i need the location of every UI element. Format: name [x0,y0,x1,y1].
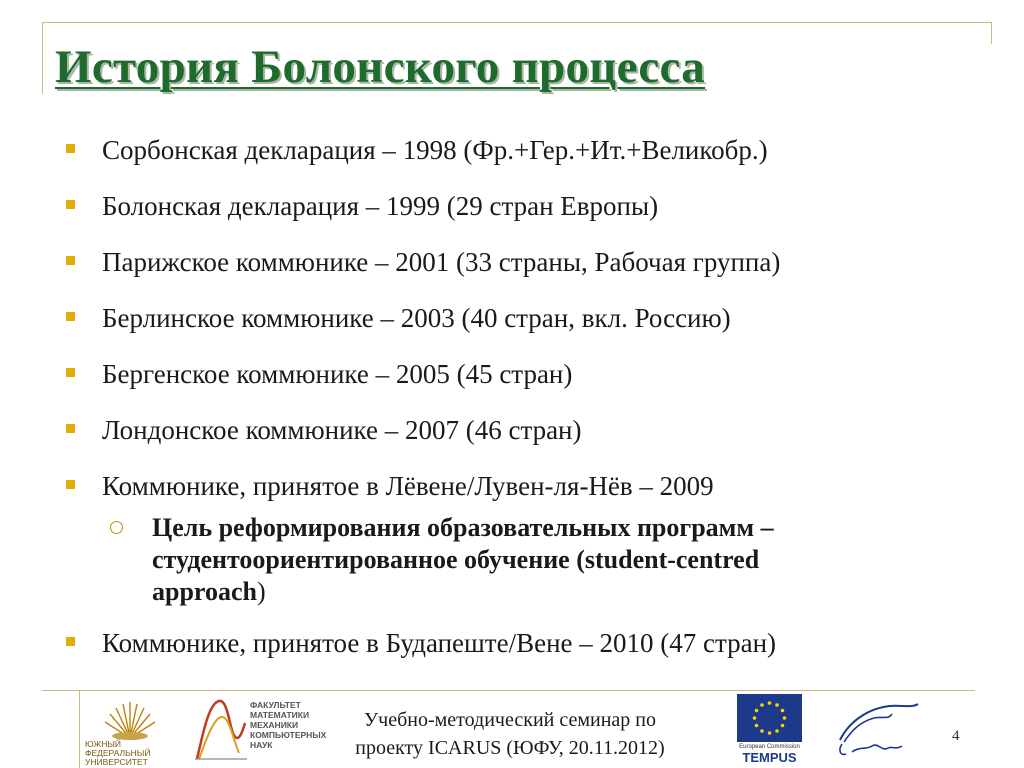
sfu-line-3: УНИВЕРСИТЕТ [85,757,148,767]
icarus-logo [830,700,925,765]
eu-commission-label: European Commission [739,744,800,750]
bullet-text: Коммюнике, принятое в Лёвене/Лувен-ля-Нёв – 2009 [102,471,714,501]
eu-flag-icon [737,694,802,742]
footer-line-2: проекту ICARUS (ЮФУ, 20.11.2012) [355,737,665,759]
frame-left-line [42,22,43,94]
page-number: 4 [952,728,960,744]
sfu-logo-text [85,740,185,767]
faculty-line-2: МАТЕМАТИКИ [250,710,310,720]
footer-line-1: Учебно-методический семинар по [363,709,657,731]
sub-bullet-closing-paren: ) [257,577,266,606]
footer-vertical-divider [79,690,80,768]
faculty-line-4: КОМПЬЮТЕРНЫХ [250,730,327,740]
bullet-text: Лондонское коммюнике – 2007 (46 стран) [102,415,582,445]
bullet-item [62,301,982,335]
frame-top-line [42,22,992,23]
faculty-line-5: НАУК [250,740,273,750]
bullet-item [62,189,982,223]
square-bullet-icon [66,200,75,209]
square-bullet-icon [66,144,75,153]
bullet-list [62,133,982,682]
sfu-line-2: ФЕДЕРАЛЬНЫЙ [85,748,151,758]
square-bullet-icon [66,424,75,433]
square-bullet-icon [66,368,75,377]
bullet-text: Берлинское коммюнике – 2003 (40 стран, вкл. Россию) [102,303,731,333]
bullet-text: Бергенское коммюнике – 2005 (45 стран) [102,359,573,389]
square-bullet-icon [66,312,75,321]
icarus-signature-icon [830,700,925,760]
bullet-item [62,133,982,167]
circle-bullet-icon [110,521,123,534]
sfu-logo [85,700,175,740]
sub-bullet-line-3-text: approach [152,577,257,606]
bullet-item [62,413,982,447]
eu-tempus-caption [737,744,802,765]
faculty-line-3: МЕХАНИКИ [250,720,299,730]
sub-bullet-line-3 [152,576,982,608]
footer-caption [330,706,690,762]
faculty-line-1: ФАКУЛЬТЕТ [250,700,301,710]
slide-title: История Болонского процесса [55,41,706,93]
sfu-line-1: ЮЖНЫЙ [85,739,122,749]
square-bullet-icon [66,480,75,489]
faculty-curve-icon [193,693,248,763]
bullet-item [62,469,982,503]
square-bullet-icon [66,256,75,265]
bullet-text: Парижское коммюнике – 2001 (33 страны, Рабочая группа) [102,247,781,277]
tempus-label: TEMPUS [742,750,797,765]
square-bullet-icon [66,637,75,646]
footer-divider [42,690,975,691]
bullet-item [62,245,982,279]
bullet-text: Коммюнике, принятое в Будапеште/Вене – 2010 (47 стран) [102,628,777,658]
sfu-rays-icon [85,700,175,740]
faculty-logo [193,693,248,768]
frame-right-line [991,22,992,44]
sub-bullet-line-1: Цель реформирования образовательных программ – [152,513,774,542]
bullet-text: Сорбонская декларация – 1998 (Фр.+Гер.+Ит.+Великобр.) [102,135,768,165]
bullet-item [62,357,982,391]
sub-bullet-line-2: студентоориентированное обучение (student-centred [152,545,760,574]
sub-bullet-item [62,512,982,608]
bullet-item [62,626,982,660]
bullet-text: Болонская декларация – 1999 (29 стран Европы) [102,191,659,221]
